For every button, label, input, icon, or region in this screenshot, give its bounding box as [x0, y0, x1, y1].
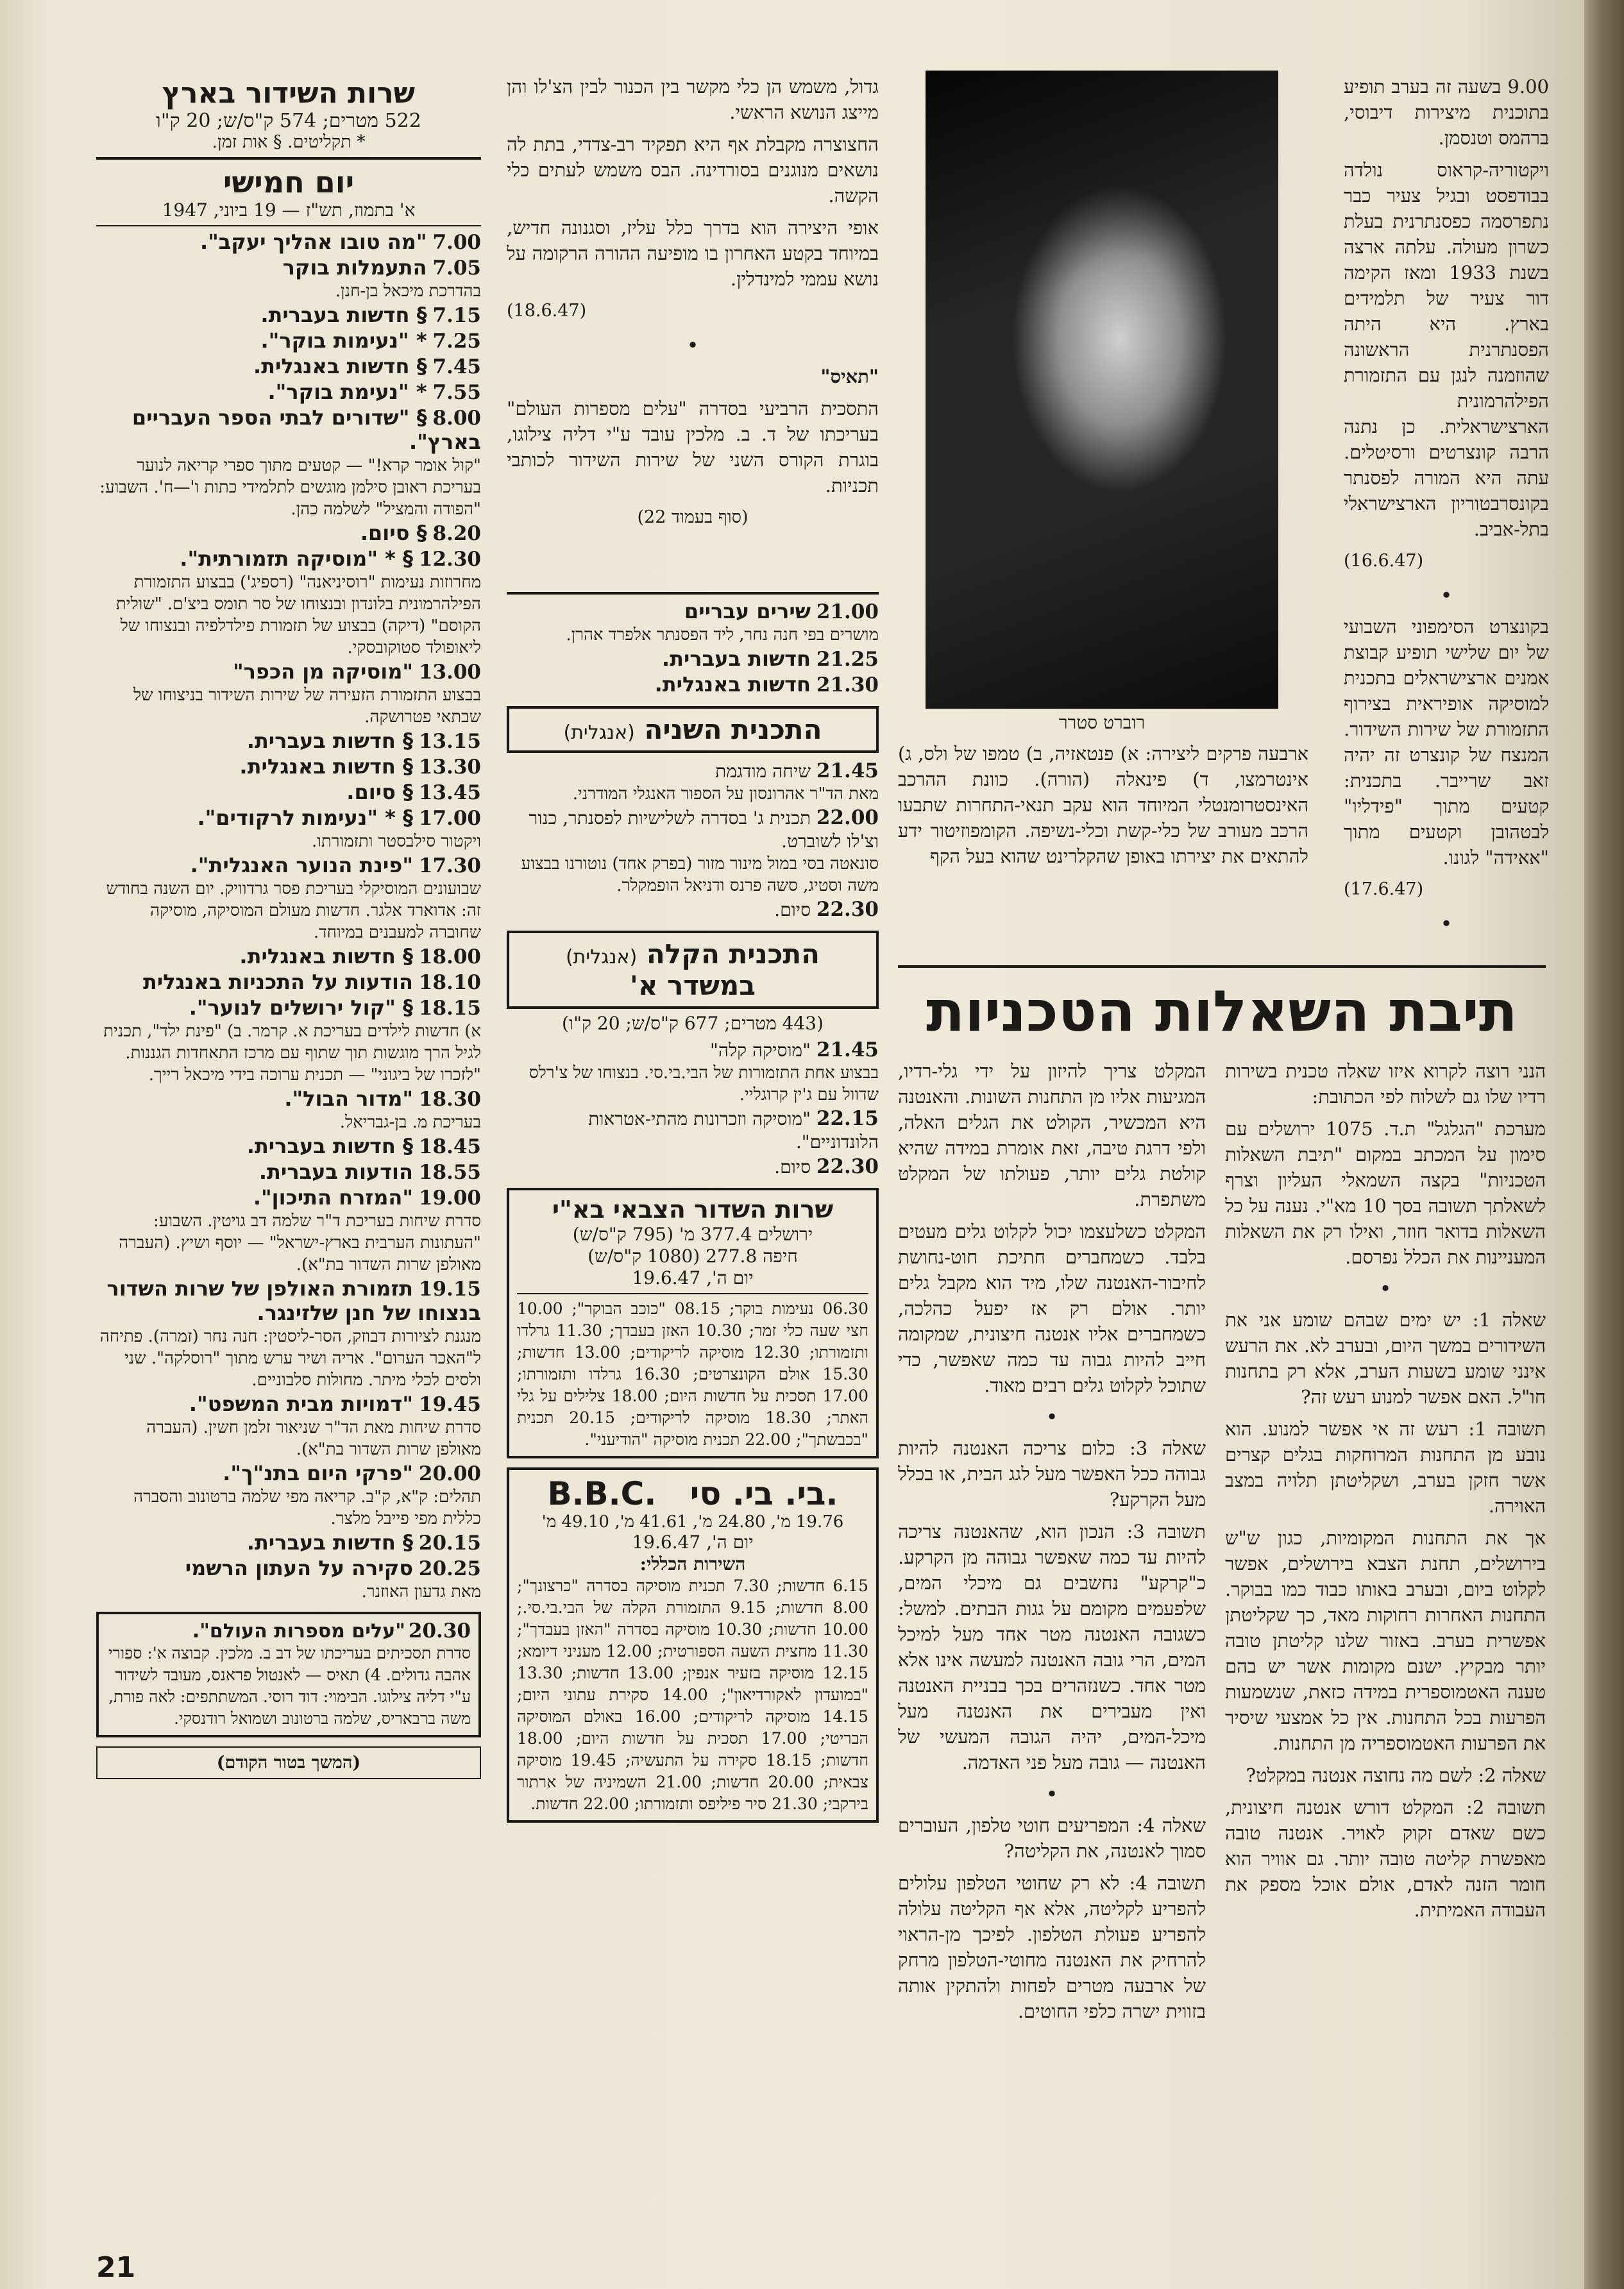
right-column [1344, 74, 1549, 927]
continued-note: (המשך בטור הקודם) [96, 1746, 481, 1779]
left-col-freq: 522 מטרים; 574 ק"ס/ש; 20 ק"ו [156, 110, 421, 132]
day-date: א' בתמוז, תש"ז — 19 ביוני, 1947 [162, 199, 416, 221]
article-para-4: התסכית הרביעי בסדרה "עלים מספרות העולם" בעריכתו של ד. ב. מלכין עובד ע"י דליה צילוגו, בוגרת הקורס השני של שירות השידור לכותבי תכניות. [507, 398, 879, 496]
light-program-list [507, 1038, 879, 1179]
qa-para: תשובה 2: המקלט דורש אנטנה חיצונית, כשם שאדם זקוק לאויר. אנטנה טובה מאפשרת קליטה טובה יותר. גם אוויר הוא חומר הזנה לאדם, אולם אוכל מספק את העבודה האמיתית. [1225, 1796, 1546, 1921]
portrait-photo [926, 71, 1278, 709]
article-column [507, 74, 879, 580]
list-item: 18.10 הודעות על התכניות באנגלית [143, 970, 481, 994]
list-item: 7.55 * "נעימת בוקר". [267, 380, 481, 404]
article-para-2: החצוצרה מקבלת אף היא תפקיד רב-צדדי, בתת לה נושאים מנוגנים בסורדינה. הבס משמש לעתים כלי הקשה. [507, 133, 879, 207]
separator-star: • [1440, 583, 1453, 607]
list-item: 21.30 חדשות באנגלית. [654, 672, 879, 697]
under-photo-para: ארבעה פרקים ליצירה: א) פנטאזיה, ב) טמפו של ולס, ג) אינטרמצו, ד) פינאלה (הורה). כוונת ההרכב האינסטרומנטלי המיוחד הוא עקב תנאי-התחרות שתבעו הרכב מעורב של כלי-קשת וכלי-נשיפה. הקומפוזיטור ידע להתאים את יצירתו באופן שהקלרינט שהוא בעל הקף [898, 743, 1308, 867]
qa-left-column [898, 1058, 1206, 2245]
list-item: 17.30 "פינת הנוער האנגלית". שבועונים המוסיקלי בעריכת פסר גרדוויק. יום השנה בחודש זה: אדוארד אלגר. חדשות מעולם המוסיקה, מוסיקה שחוברה למעבנים במיוחד. [106, 853, 481, 942]
list-item: 21.45 שיחה מודגמת מאת הד"ר אהרונסון על הספור האנגלי המודרני. [572, 759, 879, 804]
under-photo-text [898, 741, 1308, 933]
day-heading: יום חמישי [223, 165, 355, 199]
list-item: 7.15 § חדשות בעברית. [260, 303, 481, 327]
list-item: 22.15 "מוסיקה וזכרונות מהתי-אטראות הלונדוניים". [588, 1107, 879, 1153]
article-continued: (סוף בעמוד 22) [637, 507, 749, 527]
list-item: 19.45 "דמויות מבית המשפט". סדרת שיחות מאת הד"ר שניאור זלמן חשין. (העברה מאולפן שרות השדור בת"א). [146, 1392, 481, 1459]
light-program-header: התכנית הקלה (אנגלית) במשדר א' [507, 931, 879, 1009]
list-item: 22.30 סיום. [774, 1155, 879, 1178]
list-item: 8.00 § "שדורים לבתי הספר העבריים בארץ". "קול אומר קרא!" — קטעים מתוך ספרי קריאה לנוער בעריכת ראובן סילמן מוגשים לתלמידי כתות ו'—ח'. השבוע: "הפודה והמציל" לשלמה כהן. [99, 405, 481, 519]
qa-para: תשובה 1: רעש זה אי אפשר למנוע. הוא נובע מן התחנות המרוחקות בגלים קצרים אשר חזקן בערב, ושקליטתן תלויה במצב האוירה. [1225, 1418, 1546, 1517]
article-date: (18.6.47) [507, 301, 587, 321]
left-col-legend: * תקליטים. § אות זמן. [212, 132, 366, 152]
list-item: 19.00 "המזרח התיכון". סדרת שיחות בעריכת ד"ר שלמה דב גויטין. השבוע: "העתונות הערבית בארץ-ישראל" — יוסף ושיץ. (העברה מאולפן שרות השדור בת"א). [119, 1185, 481, 1274]
qa-para: המקלט צריך להיזון על ידי גלי-רדיו, המגיעות אליו מן התחנות השונות. והאנטנה היא המכשיר, הקולט את הגלים האלה, ולפי דרגת טיבה, זאת אומרת במידה שהיא קולטת גלים יותר, פעולתו של המקלט משתפרת. [898, 1060, 1206, 1210]
light-program-freq: (443 מטרים; 677 ק"ס/ש; 20 ק"ו) [562, 1013, 824, 1034]
list-item: 22.30 סיום. [774, 898, 879, 921]
list-item: 13.15 § חדשות בעברית. [246, 729, 481, 753]
left-col-title: שרות השידור בארץ [162, 77, 416, 110]
qa-para: המקלט כשלעצמו יכול לקלוט גלים מעטים בלבד. כשמחברים חתיכת חוט-נחושת לחיבור-האנטנה שלו, מיד הוא מקבל גלים יותר. אולם רק אז יפעל כהלכה, כשמחברים אליו אנטנה חיצונית, שמקומה חייב להיות גבוה עד כמה שאפשר, כדי שתוכל לקלוט גלים רבים מאוד. [898, 1221, 1206, 1396]
list-item: 20.25 סקירה על העתון הרשמי מאת גדעון האוזנר. [185, 1556, 481, 1601]
list-item: 21.45 "מוסיקה קלה" בבצוע אחת התזמורות של הבי.בי.סי. בנצוחו של צ'רלס שדוול עם ג'ין קרוגליי. [529, 1038, 879, 1104]
list-item: 20.00 "פרקי היום בתנ"ך". תהלים: ק"א, ק"ב. קריאה מפי שלמה ברטונוב והסברה כללית מפי פייבל מלצר. [133, 1461, 481, 1528]
qa-headline: תיבת השאלות הטכניות [926, 978, 1518, 1044]
list-item: 13.45 § סיום. [346, 780, 481, 804]
separator-star: • [1045, 1782, 1058, 1806]
second-program-header: התכנית השניה (אנגלית) [507, 706, 879, 753]
article-subhead: "תאיס" [820, 366, 879, 387]
separator-star: • [1440, 911, 1453, 927]
list-item: 7.45 § חדשות באנגלית. [253, 354, 481, 378]
list-item: 21.25 חדשות בעברית. [661, 646, 879, 671]
list-item: 21.00 שירים עבריים מושרים בפי חנה נחר, ליד הפסנתר אלפרד אהרן. [566, 599, 879, 645]
qa-para: שאלה 4: המפריעים חוטי טלפון, העוברים סמוך לאנטנה, את הקליטה? [898, 1814, 1206, 1862]
separator-star: • [1045, 1405, 1058, 1429]
qa-para: שאלה 1: יש ימים שבהם שומע אני את השידורים במשך היום, ובערב לא. את הרעש אינני שומע בשעות הערב, אלא רק בתחנות חו"ל. האם אפשר למנוע רעש זה? [1225, 1309, 1546, 1408]
right-para-3: בקונצרט הסימפוני השבועי של יום שלישי תופיע קבוצת אמנים ארצישראלים בתכנית למוסיקה אופיראית בצירוף התזמורת של שירות השידור. המנצח של קונצרט זה יהיה זאב שרייבר. בתכנית: קטעים מתוך "פידליו" לבטהובן וקטעים מתוך "אאידה" לגונו. [1344, 616, 1549, 868]
list-item: 18.15 § "קול ירושלים לנוער". א) חדשות לילדים בעריכת א. קרמר. ב) "פינת ילד", תכנית לגיל הרך מוגשות תוך שתוף עם מרכז התאחדות הגננות. "לזכרו של ביגוני" — תכנית ערוכה בידי מיכאל רייך. [103, 995, 481, 1085]
qa-para: הנני רוצה לקרוא איזו שאלה טכנית בשירות רדיו שלו גם לשלוח לפי הכתובת: [1225, 1060, 1546, 1108]
right-date-2: (17.6.47) [1344, 879, 1424, 899]
day-program-list [96, 230, 481, 1603]
list-item: 18.00 § חדשות באנגלית. [239, 944, 481, 968]
schedule-left-column [96, 77, 481, 2245]
list-item: 7.05 התעמלות בוקר בהדרכת מיכאל בן-חנן. [282, 255, 481, 301]
evening-list [507, 600, 879, 697]
right-para-2: ויקטוריה-קראוס נולדה בבודפסט ובגיל צעיר כבר נתפרסמה כפסנתרנית בעלת כשרון מעולה. עלתה ארצה בשנת 1933 ומאז הקימה דור צעיר של תלמידים בארץ. היא היתה הפסנתרנית הראשונה שהוזמנה לנגן עם התזמורת הפילהרמונית הארצישראלית. כן נתנה הרבה קונצרטים ורסיטלים. עתה היא המורה לפסנתר בקונסרבטוריון הארצישראלי בתל-אביב. [1344, 159, 1549, 540]
section-divider [898, 965, 1546, 968]
army-radio-box: שרות השדור הצבאי בא"י ירושלים 377.4 מ' (795 ק"ס/ש) חיפה 277.8 (1080 ק"ס/ש) יום ה', 19.6.47 06.30 נעימות בוקר; 08.15 "כוכב הבוקר"; 10.00 חצי שעה כלי זמר; 10.30 האזן בעבדך; 11.30 גרלדו ותזמורתו; 12.30 מוסיקה לריקודים; 13.00 חדשות; 15.30 אולם הקונצרטים; 16.30 גרלדו ותזמורתו; 17.00 תסכית על חדשות היום; 18.00 צלילים על גלי האתר; 18.30 מוסיקה לריקודים; 20.15 תכנית "בכבשתך"; 22.00 תכנית מוסיקה "הודיעני". [507, 1188, 879, 1458]
list-item: 18.45 § חדשות בעברית. [246, 1134, 481, 1158]
second-program-list [507, 759, 879, 922]
book-spine [1584, 0, 1624, 2289]
article-para-1: גדול, משמש הן כלי מקשר בין הכנור לבין הצ'לו והן מייצג הנושא הראשי. [507, 76, 879, 123]
list-item: 13.00 "מוסיקה מן הכפר" בבצוע התזמורת הזעירה של שירות השידור בניצוחו של שבתאי פטרושקה. [133, 659, 481, 727]
list-item: 7.25 * "נעימות בוקר". [260, 328, 481, 353]
list-item: 18.55 הודעות בעברית. [258, 1160, 481, 1184]
separator-star: • [1379, 1276, 1392, 1301]
qa-para: אך את התחנות המקומיות, כגון ש"ש בירושלים, תחנת הצבא בירושלים, אפשר לקלוט ביום, ובערב באותו כבוד כמו בבוקר. התחנות האחרות רחוקות מאד, כך שקליטתן אפשרית בערב. באזור שלנו קליטתן טובה יותר מבקיץ. ישנם מקומות אשר יש בהם טענה האטמוספרית במידה כזאת, שנשמעות הפרעות בכל התחנות. אין כל אמצעי שיסיר את הפרעות האטמוספריה מן התחנות. [1225, 1527, 1546, 1754]
qa-para: תשובה 4: לא רק שחוטי הטלפון עלולים להפריע לקליטה, אלא אף הקליטה עלולה להפריע פעולת הטלפון. לפיכך מן-הראוי להרחיק את האנטנה מחוטי-הטלפון מרחק של ארבעה מטרים לפחות ולהתקין אותה בזווית ישרה כלפי החוטים. [898, 1872, 1206, 2022]
schedule-middle-column [507, 587, 879, 2242]
qa-para: תשובה 3: הנכון הוא, שהאנטנה צריכה להיות עד כמה שאפשר גבוהה מן הקרקע. כ"קרקע" נחשבים גם מיכלי המים, שלפעמים מקומם על גגות הבתים. למשל: כשגובה האנטנה מטר אחד מעל למיכל המים, הרי גובה האנטנה למעשה אינו אלא מטר אחד. כשנזהרים בכך בבניית האנטנה ואין מעבירים את האנטנה מעל מיכל-המים, יהיה הגובה המעשי של האנטנה — גובה מעל פני האדמה. [898, 1521, 1206, 1773]
boxed-program: 20.30 "עלים מספרות העולם". סדרת תסכיתים בעריכתו של דב ב. מלכין. קבוצה א': ספורי אהבה גדולים. 4) תאיס — לאנטול פראנס, מעובד לשידור ע"י דליה צילוגו. הבימוי: דוד רוסי. המשתתפים: לאה פורת, משה ברבאריס, שלמה ברטונוב ושמואל רודנסקי. [96, 1612, 481, 1737]
right-para-1: 9.00 בשעה זה בערב תופיע בתוכנית מיצירות דיבוסי, ברהמס וטנסמן. [1344, 76, 1549, 149]
list-item: 17.00 § * "נעימות לרקודים". ויקטור סילבסטר ותזמורתו. [197, 806, 481, 851]
list-item: 19.15 תזמורת האולפן של שרות השדור בנצוחו של חנן שלזינגר. מנגנת לציורות דבוזק, הסר-ליסטין: חנה נחר (זמרה). פתיחה ל"האכר הערום". אריה ושיר ערש מתוך "רוסלקה". שני ולסים לכלי מיתר. מחולות סלבוניים. [99, 1276, 481, 1390]
page-number: 21 [96, 2251, 136, 2284]
right-date-1: (16.6.47) [1344, 551, 1424, 571]
article-para-3: אופי היצירה הוא בדרך כלל עליז, וסגנונה חדיש, במיוחד בקטע האחרון בו מופיעה ההורה הרקומה על נושא עממי למינדלין. [507, 217, 879, 290]
list-item: 8.20 § סיום. [360, 521, 481, 545]
list-item: 20.15 § חדשות בעברית. [246, 1530, 481, 1555]
qa-para: שאלה 2: לשם מה נחוצה אנטנה במקלט? [1246, 1764, 1546, 1786]
list-item: 13.30 § חדשות באנגלית. [239, 754, 481, 779]
list-item: 22.00 תכנית ג' בסדרה לשלישיות לפסנתר, כנור וצ'לו לשוברט. סונאטה בסי במול מינור מזור (בפרק אחד) נוטורנו בבצוע משה וסטיג, סשה פרנס ודניאל הופמקלר. [521, 806, 879, 895]
qa-para: שאלה 3: כלום צריכה האנטנה להיות גבוהה ככל האפשר מעל לגג הבית, או בכלל מעל הקרקע? [898, 1437, 1206, 1510]
photo-caption: רוברט סטרר [1058, 712, 1146, 733]
list-item: 12.30 § * "מוסיקה תזמורתית". מחרוזות נעימות "רוסיניאנה" (רספיג') בבצוע התזמורת הפילהרמונית בלונדון ובנצוחו של סר תומס ביצ'ם. "שולית הקוסם" (דיקה) בבצוע של תזמורת פילדלפיה ובנצוחו של ליאופולד סטוקובסקי. [115, 546, 481, 657]
list-item: 7.00 "מה טובו אהליך יעקב". [199, 230, 481, 254]
separator-star: • [686, 333, 699, 357]
qa-right-column [1225, 1058, 1546, 2245]
qa-para: מערכת "הגלגל" ת.ד. 1075 ירושלים עם סימון על המכתב במקום "תיבת השאלות הטכניות" בקצה השמאלי העליון וצרף לשאלתך תשובה בסך 10 מא"י. נענה על כל השאלות בדואר חוזר, ואילו רק את השאלות המעניינות את הכלל נפרסם. [1225, 1118, 1546, 1268]
list-item: 18.30 "מדור הבול". בעריכת מ. בן-גבריאל. [284, 1086, 481, 1132]
bbc-box: B.B.C. בי. בי. סי. 19.76 מ', 24.80 מ', 41.61 מ', 49.10 מ' יום ה', 19.6.47 השירות הכללי: 6.15 חדשות; 7.30 תכנית מוסיקה בסדרה "כרצונך"; 8.00 חדשות; 9.15 התזמורת הקלה של הבי.בי.סי.; 10.00 חדשות; 10.30 מוסיקה בסדרה "האזן בעבדך"; 11.30 מחצית השעה הספורטית; 12.00 מעניני דיומא; 12.15 מוסיקה בזעיר אנפין; 13.00 חדשות; 13.30 "במועדון לאקורדיאון"; 14.00 סקירת עתוני היום; 14.15 מוסיקה לריקודים; 16.00 באולם המוסיקה הבריטי; 17.00 תסכית על חדשות היום; 18.00 חדשות; 18.15 סקירה על התעשיה; 19.45 מוסיקה צבאית; 20.00 חדשות; 21.00 השמיניה של ארתור בירקבי; 21.30 סיר פיליפס ותזמורתו; 22.00 חדשות. [507, 1467, 879, 1823]
